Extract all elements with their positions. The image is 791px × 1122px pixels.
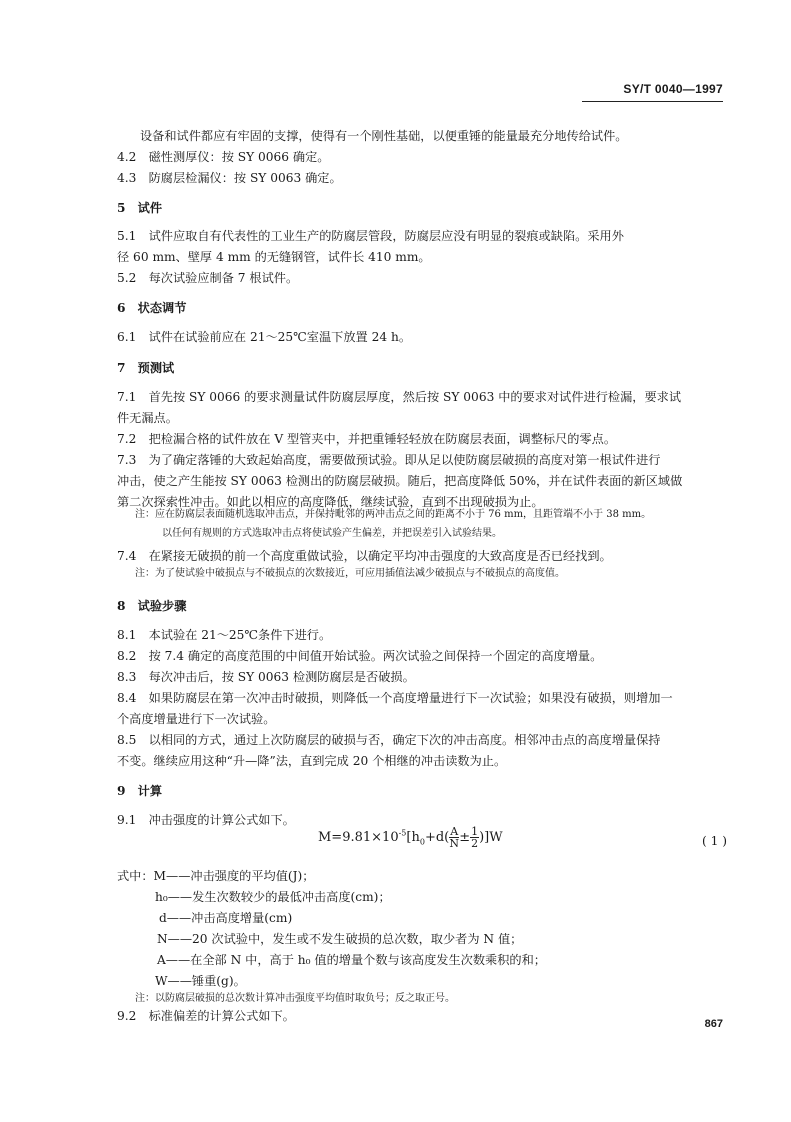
section-9-heading: 9 计算 (117, 784, 163, 798)
page-number: 867 (704, 1018, 723, 1030)
formula-sub-0: 0 (419, 837, 425, 847)
section-6-heading: 6 状态调节 (117, 301, 187, 315)
clause-8-5-line2: 不变。继续应用这种“升—降”法，直到完成 20 个相继的冲击读数为止。 (117, 754, 507, 768)
note-7-4: 注：为了使试验中破损点与不破损点的次数接近，可应用插值法减少破损点与不破损点的高度值。 (135, 568, 565, 579)
fraction-one-half (470, 826, 479, 849)
note-7-3-line1: 注：应在防腐层表面随机选取冲击点，并保持毗邻的两冲击点之间的距离不小于 76 mm，且距管端不小于 38 mm。 (135, 509, 652, 520)
section-8-heading: 8 试验步骤 (117, 599, 187, 613)
clause-4-2: 4.2 磁性测厚仪：按 SY 0066 确定。 (117, 150, 330, 164)
fraction-denominator-n: N (449, 837, 460, 850)
formula-bracket-h: [h (406, 830, 420, 845)
formula-plus-minus: ± (459, 830, 471, 845)
fraction-denominator-2: 2 (471, 837, 479, 850)
clause-7-3-line3: 第二次探索性冲击。如此以相应的高度降低，继续试验，直到不出现破损为止。 (117, 495, 544, 509)
clause-8-2: 8.2 按 7.4 确定的高度范围的中间值开始试验。两次试验之间保持一个固定的高度增量。 (117, 649, 603, 663)
formula-number: ( 1 ) (702, 834, 728, 848)
clause-8-4-line1: 8.4 如果防腐层在第一次冲击时破损，则降低一个高度增量进行下一次试验；如果没有破损，则增加一 (117, 691, 673, 705)
variable-w: W——锤重(g)。 (155, 974, 246, 988)
fraction-numerator-a: A (450, 825, 459, 838)
variable-a: A——在全部 N 中，高于 h₀ 值的增量个数与该高度发生次数乘积的和； (157, 953, 546, 967)
clause-7-4: 7.4 在紧接无破损的前一个高度重做试验，以确定平均冲击强度的大致高度是否已经找到。 (117, 549, 612, 563)
variable-n: N——20 次试验中，发生或不发生破损的总次数，取少者为 N 值； (157, 932, 523, 946)
clause-9-2: 9.2 标准偏差的计算公式如下。 (117, 1009, 295, 1023)
note-9: 注：以防腐层破损的总次数计算冲击强度平均值时取负号；反之取正号。 (135, 993, 455, 1004)
clause-4-3: 4.3 防腐层检漏仪：按 SY 0063 确定。 (117, 171, 342, 185)
fraction-numerator-1: 1 (471, 825, 479, 838)
clause-5-1-line1: 5.1 试件应取自有代表性的工业生产的防腐层管段，防腐层应没有明显的裂痕或缺陷。采用外 (117, 229, 624, 243)
formula-lhs: M=9.81×10 (318, 830, 399, 845)
para-4-1-tail: 设备和试件都应有牢固的支撑，使得有一个刚性基础，以便重锤的能量最充分地传给试件。 (140, 129, 628, 143)
clause-7-3-line1: 7.3 为了确定落锤的大致起始高度，需要做预试验。即从足以使防腐层破损的高度对第一根试件进行 (117, 453, 661, 467)
variable-d: d——冲击高度增量(cm) (159, 911, 293, 925)
variable-h0: h₀——发生次数较少的最低冲击高度(cm)； (155, 890, 391, 904)
formula-plus-d: +d( (424, 830, 450, 845)
formula-rhs: )]W (479, 830, 503, 845)
variable-m: 式中：M——冲击强度的平均值(J)； (117, 869, 315, 883)
section-5-heading: 5 试件 (117, 201, 163, 215)
clause-8-1: 8.1 本试验在 21～25℃条件下进行。 (117, 628, 332, 642)
clause-5-2: 5.2 每次试验应制备 7 根试件。 (117, 271, 299, 285)
clause-8-3: 8.3 每次冲击后，按 SY 0063 检测防腐层是否破损。 (117, 670, 415, 684)
formula-exponent: -5 (398, 828, 407, 838)
clause-6-1: 6.1 试件在试验前应在 21～25℃室温下放置 24 h。 (117, 330, 412, 344)
clause-9-1: 9.1 冲击强度的计算公式如下。 (117, 813, 295, 827)
clause-8-5-line1: 8.5 以相同的方式，通过上次防腐层的破损与否，确定下次的冲击高度。相邻冲击点的高度增量保持 (117, 733, 661, 747)
clause-7-1-line2: 件无漏点。 (117, 411, 178, 425)
standard-code-header: SY/T 0040—1997 (623, 82, 723, 96)
clause-7-1-line1: 7.1 首先按 SY 0066 的要求测量试件防腐层厚度，然后按 SY 0063 中的要求对试件进行检漏，要求试 (117, 390, 682, 404)
clause-7-3-line2: 冲击，使之产生能按 SY 0063 检测出的防腐层破损。随后，把高度降低 50%，并在试件表面的新区域做 (117, 474, 683, 488)
clause-8-4-line2: 个高度增量进行下一次试验。 (117, 712, 276, 726)
section-7-heading: 7 预测试 (117, 361, 175, 375)
note-7-3-line2: 以任何有规则的方式选取冲击点将使试验产生偏差，并把误差引入试验结果。 (162, 528, 502, 539)
clause-7-2: 7.2 把检漏合格的试件放在 V 型管夹中，并把重锤轻轻放在防腐层表面，调整标尺的零点。 (117, 432, 617, 446)
clause-5-1-line2: 径 60 mm、壁厚 4 mm 的无缝钢管，试件长 410 mm。 (117, 250, 431, 264)
impact-strength-formula (318, 826, 503, 849)
header-rule (582, 101, 723, 102)
fraction-a-over-n (449, 826, 459, 849)
